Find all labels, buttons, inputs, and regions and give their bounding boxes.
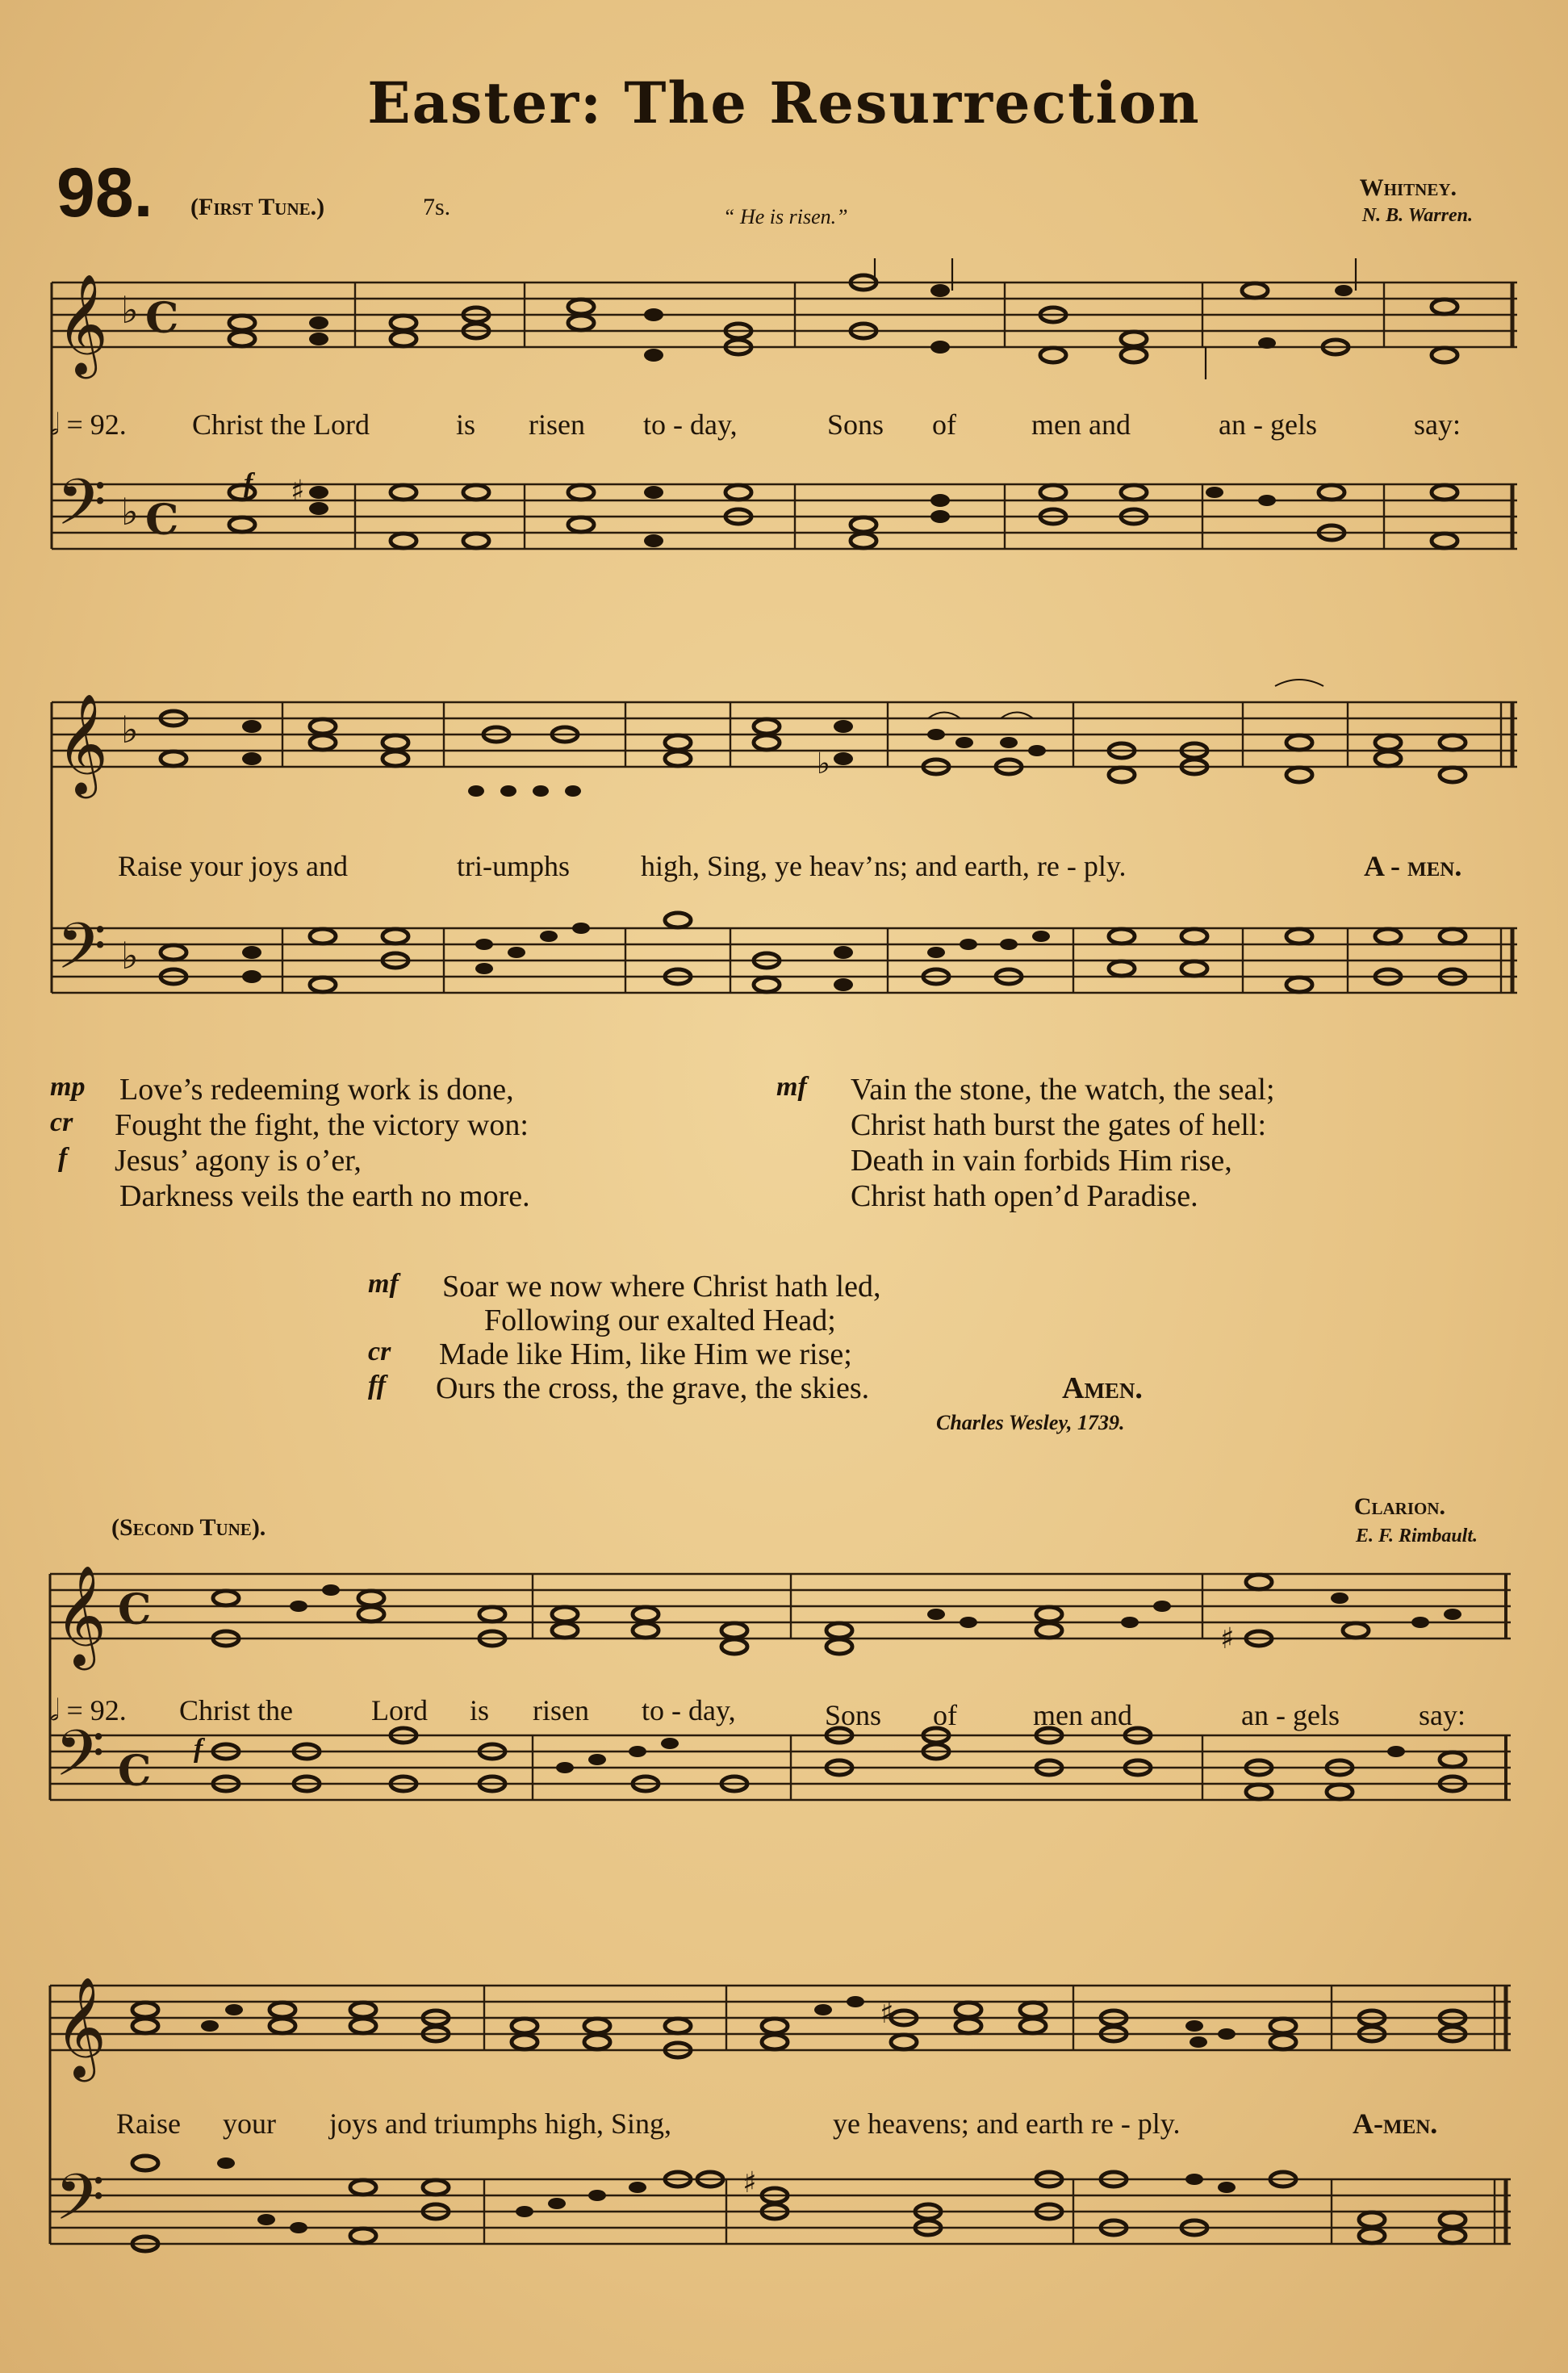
svg-text:𝄞: 𝄞	[56, 693, 108, 794]
amen-word: Amen.	[1062, 1371, 1143, 1405]
page-title: Easter: The Resurrection	[367, 69, 1201, 136]
tune-name-whitney: Whitney.	[1359, 174, 1457, 201]
second-tune-label: (Second Tune).	[111, 1514, 266, 1541]
composer-rimbault: E. F. Rimbault.	[1356, 1526, 1478, 1546]
lyric-syllable: Sons	[825, 1699, 882, 1731]
stanza-line: Christ hath burst the gates of hell:	[851, 1108, 1267, 1142]
svg-text:♭: ♭	[121, 708, 139, 751]
svg-text:C: C	[118, 1747, 152, 1796]
dynamic-mark: cr	[368, 1337, 391, 1366]
stanza-line: Vain the stone, the watch, the seal;	[851, 1073, 1275, 1107]
stanza-line: Soar we now where Christ hath led,	[442, 1270, 881, 1304]
stanza-line: Love’s redeeming work is done,	[119, 1073, 514, 1107]
svg-text:C: C	[145, 496, 179, 545]
svg-text:♭: ♭	[121, 288, 139, 332]
lyric-syllable: Christ the	[179, 1694, 293, 1726]
lyric-syllable: men and	[1033, 1699, 1132, 1731]
lyric-syllable: to - day,	[643, 408, 738, 441]
tempo-mark: 𝅗𝅥 = 92.	[50, 1694, 127, 1726]
lyric-syllable: an - gels	[1241, 1699, 1340, 1731]
lyric-syllable: Christ the Lord	[192, 408, 370, 441]
svg-text:♭: ♭	[121, 934, 139, 977]
stanza-line: Christ hath open’d Paradise.	[851, 1179, 1198, 1213]
svg-text:C: C	[145, 294, 179, 343]
svg-text:𝄞: 𝄞	[56, 274, 108, 375]
lyric-syllable: your	[223, 2107, 276, 2140]
stanza-line: Ours the cross, the grave, the skies.	[436, 1371, 870, 1405]
tempo-value: = 92.	[66, 408, 127, 441]
svg-text:♯: ♯	[742, 2166, 757, 2199]
lyric-syllable: to - day,	[642, 1694, 736, 1726]
amen-lyric: A - men.	[1364, 850, 1462, 882]
svg-text:𝄢: 𝄢	[56, 909, 107, 999]
lyric-syllable: high, Sing, ye heav’ns; and earth, re - ply.	[641, 850, 1127, 882]
dynamic-mark: mf	[776, 1072, 807, 1102]
svg-text:♭: ♭	[817, 747, 830, 781]
stanza-line: Following our exalted Head;	[484, 1304, 836, 1337]
hymn-number: 98.	[56, 154, 153, 232]
stanza-line: Made like Him, like Him we rise;	[439, 1337, 852, 1371]
svg-text:𝄢: 𝄢	[55, 1716, 105, 1806]
lyric-syllable: Sons	[827, 408, 884, 441]
lyric-syllable: tri-umphs	[457, 850, 570, 882]
svg-text:♯: ♯	[880, 1997, 894, 2030]
lyric-syllable: ye heavens; and earth re - ply.	[833, 2107, 1181, 2140]
svg-text:♯: ♯	[1220, 1622, 1235, 1655]
dynamic-mark: ff	[368, 1371, 387, 1400]
lyric-syllable: of	[932, 408, 956, 441]
dynamic-mark: mf	[368, 1269, 399, 1299]
tempo-mark: 𝅗𝅥 = 92.	[50, 408, 127, 441]
svg-text:♯: ♯	[291, 475, 305, 508]
lyric-syllable: an - gels	[1219, 408, 1317, 441]
stanza-line: Fought the fight, the victory won:	[115, 1108, 529, 1142]
dynamic-forte: f	[244, 468, 253, 498]
meter-label: 7s.	[423, 194, 451, 220]
epigraph: “ He is risen.”	[723, 205, 848, 228]
amen-lyric: A-men.	[1353, 2107, 1438, 2140]
svg-text:𝄢: 𝄢	[55, 2160, 105, 2250]
lyric-syllable: of	[933, 1699, 957, 1731]
svg-text:♭: ♭	[121, 490, 139, 534]
tune-name-clarion: Clarion.	[1353, 1493, 1445, 1520]
svg-text:C: C	[118, 1585, 152, 1634]
lyric-syllable: joys and triumphs high, Sing,	[329, 2107, 672, 2140]
lyric-syllable: Lord	[371, 1694, 428, 1726]
stanza-line: Jesus’ agony is o’er,	[115, 1144, 362, 1178]
dynamic-mark: cr	[50, 1107, 73, 1137]
lyric-syllable: men and	[1031, 408, 1131, 441]
svg-text:𝄢: 𝄢	[56, 465, 107, 555]
stanza-line: Death in vain forbids Him rise,	[851, 1144, 1232, 1178]
dynamic-forte: f	[194, 1734, 203, 1764]
svg-text:𝄞: 𝄞	[55, 1977, 107, 2078]
stanza-line: Darkness veils the earth no more.	[119, 1179, 530, 1213]
lyric-syllable: is	[456, 408, 476, 441]
lyric-syllable: say:	[1414, 408, 1461, 441]
lyric-syllable: Raise your joys and	[118, 850, 348, 882]
composer-warren: N. B. Warren.	[1361, 205, 1473, 226]
dynamic-mark: f	[58, 1143, 68, 1173]
first-tune-label: (First Tune.)	[190, 194, 325, 220]
tempo-value: = 92.	[66, 1694, 127, 1726]
dynamic-mark: mp	[50, 1072, 86, 1102]
hymn-author: Charles Wesley, 1739.	[936, 1411, 1125, 1434]
lyric-syllable: is	[470, 1694, 490, 1726]
lyric-syllable: risen	[533, 1694, 589, 1726]
lyric-syllable: risen	[529, 408, 585, 441]
lyric-syllable: say:	[1419, 1699, 1466, 1731]
lyric-syllable: Raise	[116, 2107, 181, 2140]
svg-text:𝄞: 𝄞	[55, 1565, 107, 1666]
